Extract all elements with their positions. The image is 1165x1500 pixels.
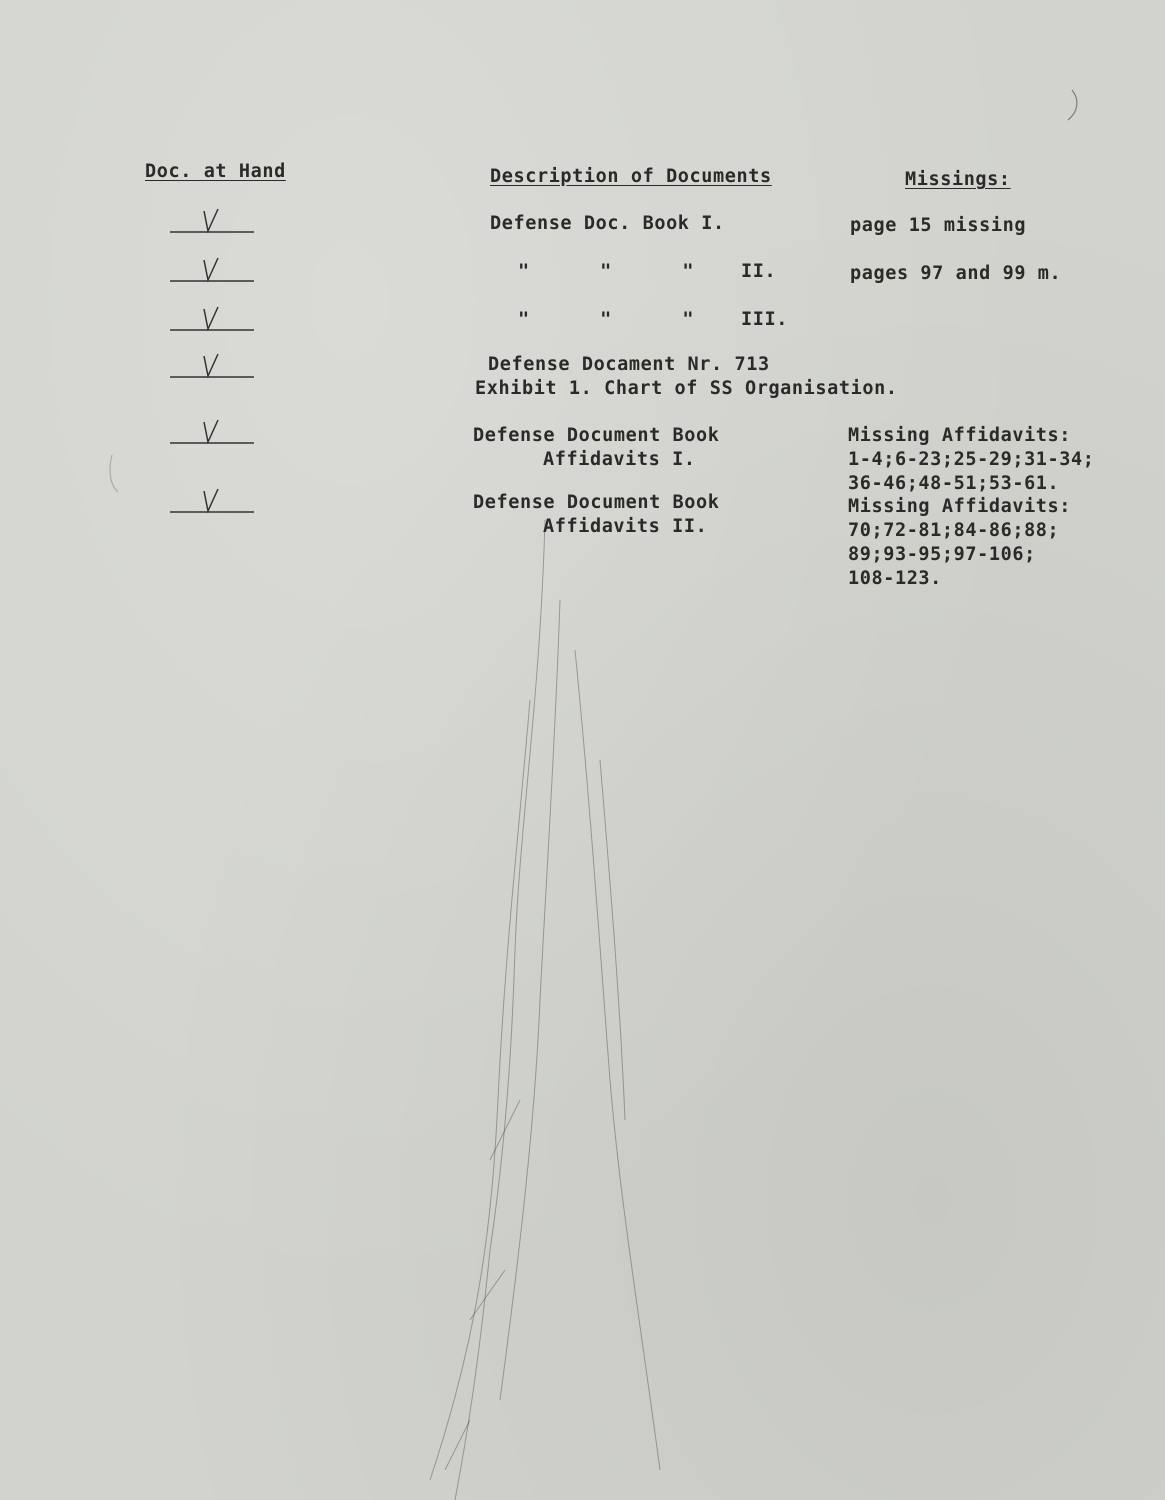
row-6-description-line-2: Affidavits II. xyxy=(543,516,708,537)
row-1-missing: page 15 missing xyxy=(850,215,1027,236)
row-5-missing-line-3: 36-46;48-51;53-61. xyxy=(848,473,1060,494)
check-mark-icon xyxy=(170,418,254,450)
row-6-missing-line-2: 70;72-81;84-86;88; xyxy=(848,520,1060,541)
row-5-missing-line-2: 1-4;6-23;25-29;31-34; xyxy=(848,449,1095,470)
row-3-description: " " " III. xyxy=(518,309,788,330)
header-doc-at-hand: Doc. at Hand xyxy=(145,161,286,182)
header-missings: Missings: xyxy=(905,169,1011,190)
header-description: Description of Documents xyxy=(490,166,772,187)
check-mark-row-1 xyxy=(170,205,254,237)
row-6-missing-line-4: 108-123. xyxy=(848,568,942,589)
check-mark-row-4 xyxy=(170,350,254,382)
row-4-description-line-2: Exhibit 1. Chart of SS Organisation. xyxy=(475,378,898,399)
check-mark-icon xyxy=(170,254,254,286)
check-mark-icon xyxy=(170,303,254,335)
check-mark-row-6 xyxy=(170,487,254,519)
check-mark-icon xyxy=(170,487,254,519)
row-6-description-line-1: Defense Document Book xyxy=(473,492,720,513)
row-5-description-line-1: Defense Document Book xyxy=(473,425,720,446)
check-mark-icon xyxy=(170,205,254,237)
row-5-missing-line-1: Missing Affidavits: xyxy=(848,425,1072,446)
check-mark-icon xyxy=(170,350,254,382)
row-2-missing: pages 97 and 99 m. xyxy=(850,263,1062,284)
row-2-description: " " " II. xyxy=(518,261,777,282)
check-mark-row-3 xyxy=(170,303,254,335)
row-4-description-line-1: Defense Docament Nr. 713 xyxy=(488,354,770,375)
row-1-description: Defense Doc. Book I. xyxy=(490,213,725,234)
row-5-description-line-2: Affidavits I. xyxy=(543,449,696,470)
row-6-missing-line-3: 89;93-95;97-106; xyxy=(848,544,1036,565)
check-mark-row-5 xyxy=(170,418,254,450)
row-6-missing-line-1: Missing Affidavits: xyxy=(848,496,1072,517)
check-mark-row-2 xyxy=(170,254,254,286)
